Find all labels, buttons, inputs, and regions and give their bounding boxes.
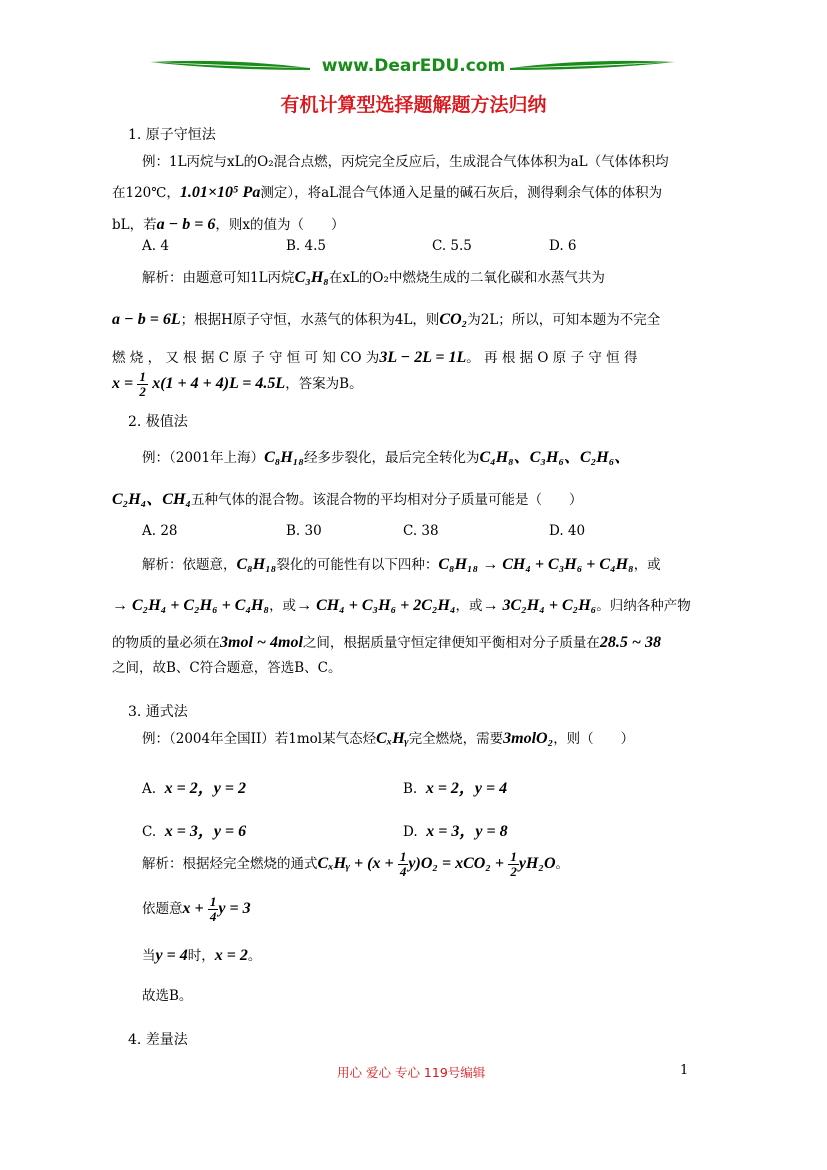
page-number: 1 xyxy=(680,1063,689,1078)
s2-answer-line4: 之间，故B、C符合题意，答选B、C。 xyxy=(112,660,342,676)
s1-question-line1: 例：1L丙烷与xL的O₂混合点燃，丙烷完全反应后，生成混合气体体积为aL（气体体积均 xyxy=(142,154,669,170)
fraction-one-quarter: $\frac{1}{4}$ xyxy=(399,849,407,879)
s2-answer-line2: → C₂H₄ + C₂H₆ + C₄H₈，或→ CH₄ + C₃H₆ + 2C₂H₄，或→ 3C₂H₄ + C₂H₆。归纳各种产物 xyxy=(112,597,691,614)
fraction-one-quarter: $\frac{1}{4}$ xyxy=(209,894,217,924)
s3-question: 例：（2004年全国II）若1mol某气态烃CₓHᵧ完全燃烧，需要3molO₂，则（ ） xyxy=(142,730,635,747)
s3-option-b: B. x = 2，y = 4 xyxy=(403,780,508,797)
section-2-heading: 2. 极值法 xyxy=(128,414,188,430)
s3-answer-line4: 故选B。 xyxy=(142,988,193,1004)
s2-option-c: C. 38 xyxy=(403,523,439,539)
s2-option-a: A. 28 xyxy=(142,523,178,539)
s1-option-c: C. 5.5 xyxy=(432,238,472,254)
s1-answer-line1: 解析：由题意可知1L丙烷C₃H₈在xL的O₂中燃烧生成的二氧化碳和水蒸气共为 xyxy=(142,269,605,286)
s1-question-line3: bL，若a − b = 6，则x的值为（ ） xyxy=(112,216,345,233)
page-title: 有机计算型选择题解题方法归纳 xyxy=(280,94,547,116)
section-3-heading: 3. 通式法 xyxy=(128,704,188,720)
s3-option-d: D. x = 3，y = 8 xyxy=(403,823,508,840)
s1-answer-line4: x = $\frac{1}{2}$ x(1 + 4 + 4)L = 4.5L，答案为B。 xyxy=(112,369,363,399)
s3-option-a: A. x = 2，y = 2 xyxy=(142,780,246,797)
fraction-one-half: $\frac{1}{2}$ xyxy=(139,369,146,399)
s2-answer-line3: 的物质的量必须在3mol ~ 4mol之间，根据质量守恒定律便知平衡相对分子质量在28.5 ~ 38 xyxy=(112,634,662,651)
s1-option-d: D. 6 xyxy=(549,238,577,254)
site-url[interactable]: www.DearEDU.com xyxy=(321,56,506,76)
s3-answer-line3: 当y = 4时，x = 2。 xyxy=(142,947,262,964)
s3-answer-line2: 依题意x + $\frac{1}{4}$ y = 3 xyxy=(142,894,251,924)
s1-option-b: B. 4.5 xyxy=(286,238,326,254)
section-1-heading: 1. 原子守恒法 xyxy=(128,127,216,143)
s3-answer-formula: 解析：根据烃完全燃烧的通式CₓHᵧ + (x + $\frac{1}{4}$ y)O₂ = xCO₂ + $\frac{1}{2}$ yH₂O。 xyxy=(142,849,569,879)
s1-question-line2: 在120℃，1.01×10⁵ Pa测定），将aL混合气体通入足量的碱石灰后，测得剩余气体的体积为 xyxy=(112,184,663,201)
s2-question-line1: 例：（2001年上海）C₈H₁₈经多步裂化，最后完全转化为C₄H₈、C₃H₆、C₂H₆、 xyxy=(142,449,631,466)
s2-option-b: B. 30 xyxy=(286,523,322,539)
s2-option-d: D. 40 xyxy=(549,523,586,539)
s2-question-line2: C₂H₄、CH₄五种气体的混合物。该混合物的平均相对分子质量可能是（ ） xyxy=(112,491,583,508)
s1-option-a: A. 4 xyxy=(142,238,169,254)
s2-answer-line1: 解析：依题意，C₈H₁₈裂化的可能性有以下四种：C₈H₁₈ → CH₄ + C₃H₆ + C₄H₈，或 xyxy=(142,556,661,573)
s1-answer-line3: 燃 烧 ， 又 根 据 C 原 子 守 恒 可 知 CO 为3L − 2L = 1L。 再 根 据 O 原 子 守 恒 得 xyxy=(112,349,638,366)
s3-option-c: C. x = 3，y = 6 xyxy=(142,823,247,840)
fraction-one-half: $\frac{1}{2}$ xyxy=(510,849,517,879)
section-4-heading: 4. 差量法 xyxy=(128,1032,188,1048)
footer-text: 用心 爱心 专心 119号编辑 xyxy=(337,1065,486,1080)
s1-answer-line2: a − b = 6L；根据H原子守恒，水蒸气的体积为4L，则CO₂为2L；所以，可知本题为不完全 xyxy=(112,311,661,328)
